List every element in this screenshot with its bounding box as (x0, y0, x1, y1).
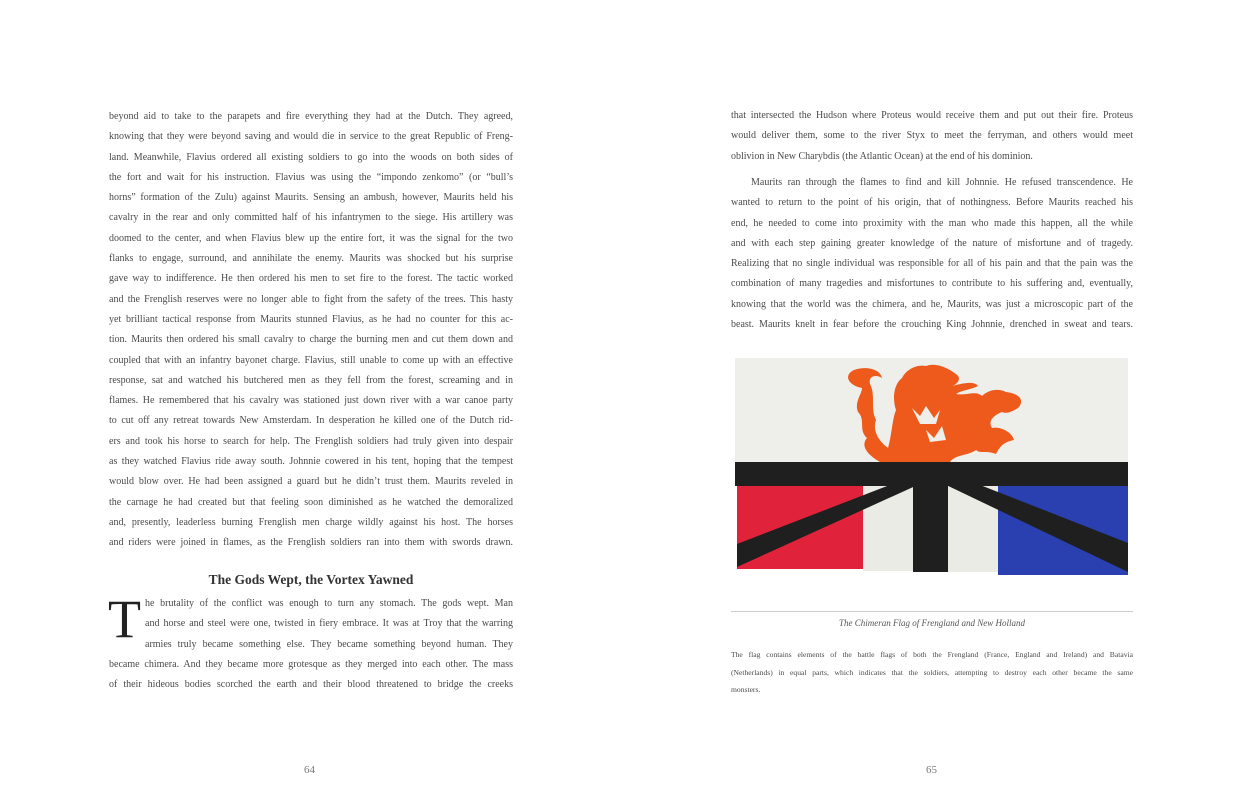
text-line: as they watched Flavius ride away south. Johnnie cowered in his tent, hoping that the tempest (109, 456, 513, 468)
text-line: cavalry in the rear and only committed half of his infantrymen to the siege. His artillery was (109, 212, 513, 224)
text-line: coupled that with an infantry bayonet charge. Flavius, still unable to come up with an effective (109, 354, 513, 366)
text-line: would blow over. He had been assigned a guard but he didn’t trust them. Maurits reveled in (109, 476, 513, 488)
text-line: beyond aid to take to the parapets and fire everything they had at the Dutch. They agreed, (109, 111, 513, 122)
section-heading: The Gods Wept, the Vortex Yawned (208, 572, 414, 587)
left-paragraph-2 (109, 655, 513, 696)
left-paragraph-1 (109, 107, 513, 554)
text-line: and with each step gaining greater knowledge of the nature of misfortune and of tragedy. (731, 237, 1133, 249)
text-line: tion. Maurits then ordered his small cavalry to charge the burning men and cut them down and (109, 334, 513, 346)
text-line: horns” formation of the Zulu) against Maurits. Sensing an ambush, however, Maurits held his (109, 192, 513, 204)
text-line: armies truly became something else. They became something beyond human. They (145, 638, 513, 650)
text-line: doomed to the center, and when Flavius blew up the entire fort, it was the signal for the two (109, 232, 513, 244)
text-line: and, presently, leaderless burning Frenglish men charge wildly against his host. The horses (109, 516, 513, 528)
page-number-right: 65 (926, 764, 937, 776)
text-line: response, sat and watched his butchered men as they fell from the forest, screaming and in (109, 374, 513, 386)
text-line: to cut off any retreat towards New Amsterdam. In desperation he killed one of the Dutch rid- (109, 415, 513, 427)
text-line: flanks to engage, surround, and annihilate the enemy. Maurits was shocked but his surprise (109, 253, 513, 265)
text-line: and horse and steel were one, twisted in fiery embrace. It was at Troy that the warring (145, 618, 513, 630)
text-line: gave way to indifference. He then ordered his men to set fire to the forest. The tactic worked (109, 273, 513, 285)
text-line: oblivion in New Charybdis (the Atlantic Ocean) at the end of his dominion. (731, 150, 1033, 162)
text-line: wanted to return to the point of his origin, that of nothingness. Before Maurits reached his (731, 197, 1133, 209)
text-line: (Netherlands) in equal parts, which indicates that the soldiers, attempting to destroy each other became the same (731, 667, 1133, 677)
drop-cap-paragraph (145, 594, 513, 655)
text-line: knowing that the world was the chimera, and he, Maurits, was just a microscopic part of the (731, 298, 1133, 310)
figure-caption: The Chimeran Flag of Frengland and New Holland (839, 618, 1025, 628)
text-line: Realizing that no single individual was responsible for all of his pain and that the pain was the (731, 258, 1133, 270)
text-line: the fort and wait for his instruction. Flavius was using the “impondo zenkomo” (or “bull’s (109, 171, 513, 183)
caption-rule (731, 611, 1133, 612)
text-line: monsters. (731, 685, 761, 694)
drop-cap: T (108, 589, 141, 649)
left-page (0, 0, 621, 804)
text-line: and the Frenglish reserves were no longer able to fight from the safety of the trees. This hasty (109, 293, 513, 305)
text-line: that intersected the Hudson where Proteus would receive them and put out their fire. Proteus (731, 110, 1133, 121)
text-line: ers and took his horse to search for help. The Frenglish soldiers had truly given into despair (109, 435, 513, 447)
right-paragraph-2 (731, 173, 1133, 335)
text-line: knowing that they were beyond saving and would die in service to the great Republic of Freng- (109, 131, 513, 143)
flag-image (730, 350, 1135, 585)
text-line: flames. He remembered that his cavalry was stationed just down river with a war canoe party (109, 395, 513, 407)
figure-description (731, 646, 1133, 699)
right-paragraph-1 (731, 106, 1133, 167)
text-line: end, he needed to come into proximity with the man who made this happen, all the while (731, 217, 1133, 229)
text-line: the carnage he had created but that feeling soon diminished as he watched the demoralized (109, 496, 513, 508)
text-line: combination of many tragedies and misfortunes to contribute to his suffering and, eventually, (731, 278, 1133, 290)
text-line: beast. Maurits knelt in fear before the crouching King Johnnie, drenched in sweat and tears. (731, 319, 1133, 331)
text-line: Maurits ran through the flames to find and kill Johnnie. He refused transcendence. He (751, 177, 1133, 188)
flag-black-vertical (913, 465, 948, 572)
text-line: he brutality of the conflict was enough to turn any stomach. The gods wept. Man (145, 598, 513, 609)
text-line: land. Meanwhile, Flavius ordered all existing soldiers to go into the woods on both sides of (109, 151, 513, 163)
text-line: and riders were joined in flames, as the Frenglish soldiers ran into them with swords drawn. (109, 537, 513, 549)
text-line: The flag contains elements of the battle flags of both the Frengland (France, England and Ireland) and Batavia (731, 650, 1133, 659)
text-line: yet brilliant tactical response from Maurits stunned Flavius, as he had no counter for this ac- (109, 313, 513, 325)
text-line: would deliver them, some to the river Styx to meet the ferryman, and others would meet (731, 130, 1133, 142)
text-line: became chimera. And they became more grotesque as they merged into each other. The mass (109, 659, 513, 670)
text-line: of their hideous bodies scorched the earth and their blood threatened to bridge the creeks (109, 679, 513, 691)
page-number-left: 64 (304, 764, 315, 776)
